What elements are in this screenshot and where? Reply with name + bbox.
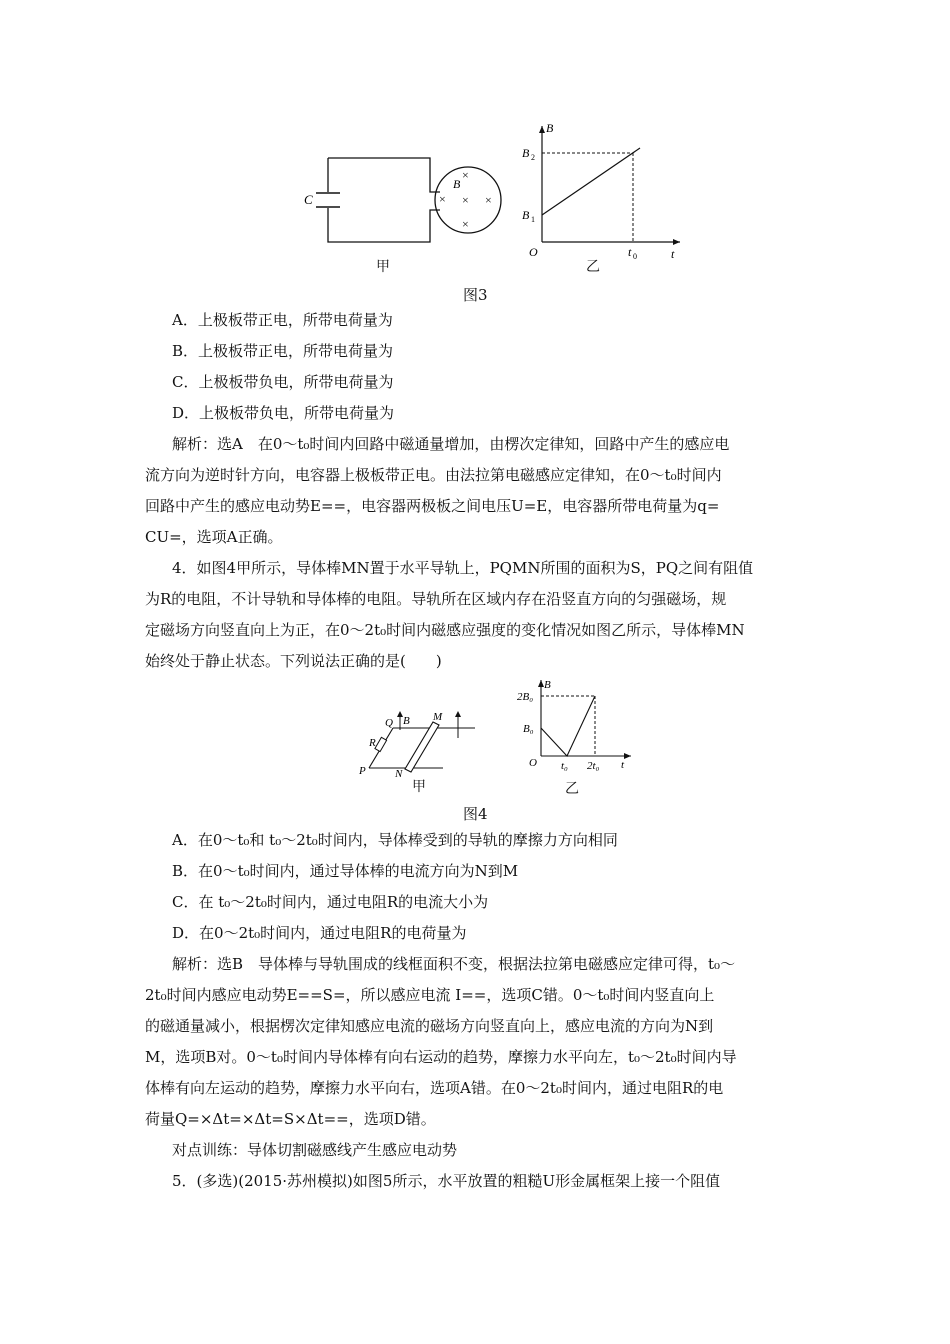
q4-stem-line-4: 始终处于静止状态。下列说法正确的是( )	[145, 652, 442, 670]
origin-label: O	[529, 757, 537, 769]
2b0-label: 2B₀	[517, 691, 534, 703]
x-mark: ×	[462, 217, 469, 231]
figure-4-right-graph	[515, 676, 635, 776]
point-n-label: N	[395, 768, 403, 778]
q3-analysis-line-4: CU=，选项A正确。	[145, 528, 283, 546]
q4-analysis-line-4: M，选项B对。0～t₀时间内导体棒有向右运动的趋势，摩擦力水平向左，t₀～2t₀时间内导	[145, 1048, 737, 1066]
b0-label: B₀	[523, 723, 534, 735]
resistor-r-label: R	[369, 737, 376, 749]
x-mark: ×	[462, 193, 469, 207]
figure-3-label: 图3	[463, 286, 488, 304]
t0-label: t	[628, 245, 632, 259]
b1-label: B	[522, 208, 530, 222]
q4-analysis-line-3: 的磁通量减小，根据楞次定律知感应电流的磁场方向竖直向上，感应电流的方向为N到	[145, 1017, 714, 1035]
q5-stem: 5．(多选)(2015·苏州模拟)如图5所示，水平放置的粗糙U形金属框架上接一个阻值	[172, 1172, 721, 1190]
q3-option-d: D．上极板带负电，所带电荷量为	[172, 404, 395, 422]
axis-y-label: B	[546, 121, 554, 135]
q3-option-b: B．上极板带正电，所带电荷量为	[172, 342, 394, 360]
figure-4-right-caption: 乙	[565, 781, 579, 797]
q3-option-c: C．上极板带负电，所带电荷量为	[172, 373, 394, 391]
2t0-label: 2t₀	[587, 760, 600, 772]
t0-sub: 0	[633, 252, 637, 261]
field-b-label: B	[403, 715, 410, 727]
x-mark: ×	[439, 192, 446, 206]
q4-analysis-line-5: 体棒有向左运动的趋势，摩擦力水平向右，选项A错。在0～2t₀时间内，通过电阻R的电	[145, 1079, 724, 1097]
q4-option-c: C．在 t₀～2t₀时间内，通过电阻R的电流大小为	[172, 893, 489, 911]
q4-stem-line-3: 定磁场方向竖直向上为正，在0～2t₀时间内磁感应强度的变化情况如图乙所示，导体棒MN	[145, 621, 745, 639]
figure-4-label: 图4	[463, 805, 488, 823]
figure-3-left-circuit	[300, 150, 510, 260]
capacitor-label: C	[304, 192, 313, 207]
q4-stem-line-2: 为R的电阻，不计导轨和导体棒的电阻。导轨所在区域内存在沿竖直方向的匀强磁场，规	[145, 590, 727, 608]
figure-3-right-graph	[520, 118, 690, 268]
point-q-label: Q	[385, 717, 393, 729]
q4-option-a: A．在0～t₀和 t₀～2t₀时间内，导体棒受到的导轨的摩擦力方向相同	[172, 831, 618, 849]
q4-analysis-line-6: 荷量Q=×Δt=×Δt=S×Δt==，选项D错。	[145, 1110, 436, 1128]
field-label: B	[453, 177, 461, 191]
q4-option-b: B．在0～t₀时间内，通过导体棒的电流方向为N到M	[172, 862, 519, 880]
q3-analysis-line-1: 解析：选A 在0～t₀时间内回路中磁通量增加，由楞次定律知，回路中产生的感应电	[172, 435, 730, 453]
q4-analysis-line-2: 2t₀时间内感应电动势E==S=，所以感应电流 I==，选项C错。0～t₀时间内竖直向上	[145, 986, 715, 1004]
figure-4-left-caption: 甲	[412, 779, 426, 795]
point-p-label: P	[359, 765, 366, 777]
section-heading: 对点训练：导体切割磁感线产生感应电动势	[172, 1141, 458, 1159]
b2-label: B	[522, 146, 530, 160]
q3-analysis-line-3: 回路中产生的感应电动势E==，电容器两极板之间电压U=E，电容器所带电荷量为q=	[145, 497, 720, 515]
figure-3-right-caption: 乙	[586, 259, 600, 275]
q4-option-d: D．在0～2t₀时间内，通过电阻R的电荷量为	[172, 924, 467, 942]
origin-label: O	[529, 245, 538, 259]
figure-4-left-rails	[355, 708, 485, 778]
q3-analysis-line-2: 流方向为逆时针方向，电容器上极板带正电。由法拉第电磁感应定律知，在0～t₀时间内	[145, 466, 722, 484]
axis-y-label: B	[544, 679, 551, 691]
q4-stem-line-1: 4．如图4甲所示，导体棒MN置于水平导轨上，PQMN所围的面积为S，PQ之间有阻值	[172, 559, 754, 577]
t0-label: t₀	[561, 760, 568, 772]
q3-option-a: A．上极板带正电，所带电荷量为	[172, 311, 393, 329]
point-m-label: M	[433, 711, 443, 723]
b1-sub: 1	[531, 215, 535, 224]
figure-3-left-caption: 甲	[376, 259, 390, 275]
axis-x-label: t	[671, 247, 675, 261]
x-mark: ×	[462, 168, 469, 182]
q4-analysis-line-1: 解析：选B 导体棒与导轨围成的线框面积不变，根据法拉第电磁感应定律可得，t₀～	[172, 955, 736, 973]
b2-sub: 2	[531, 153, 535, 162]
axis-x-label: t	[621, 759, 625, 771]
x-mark: ×	[485, 193, 492, 207]
